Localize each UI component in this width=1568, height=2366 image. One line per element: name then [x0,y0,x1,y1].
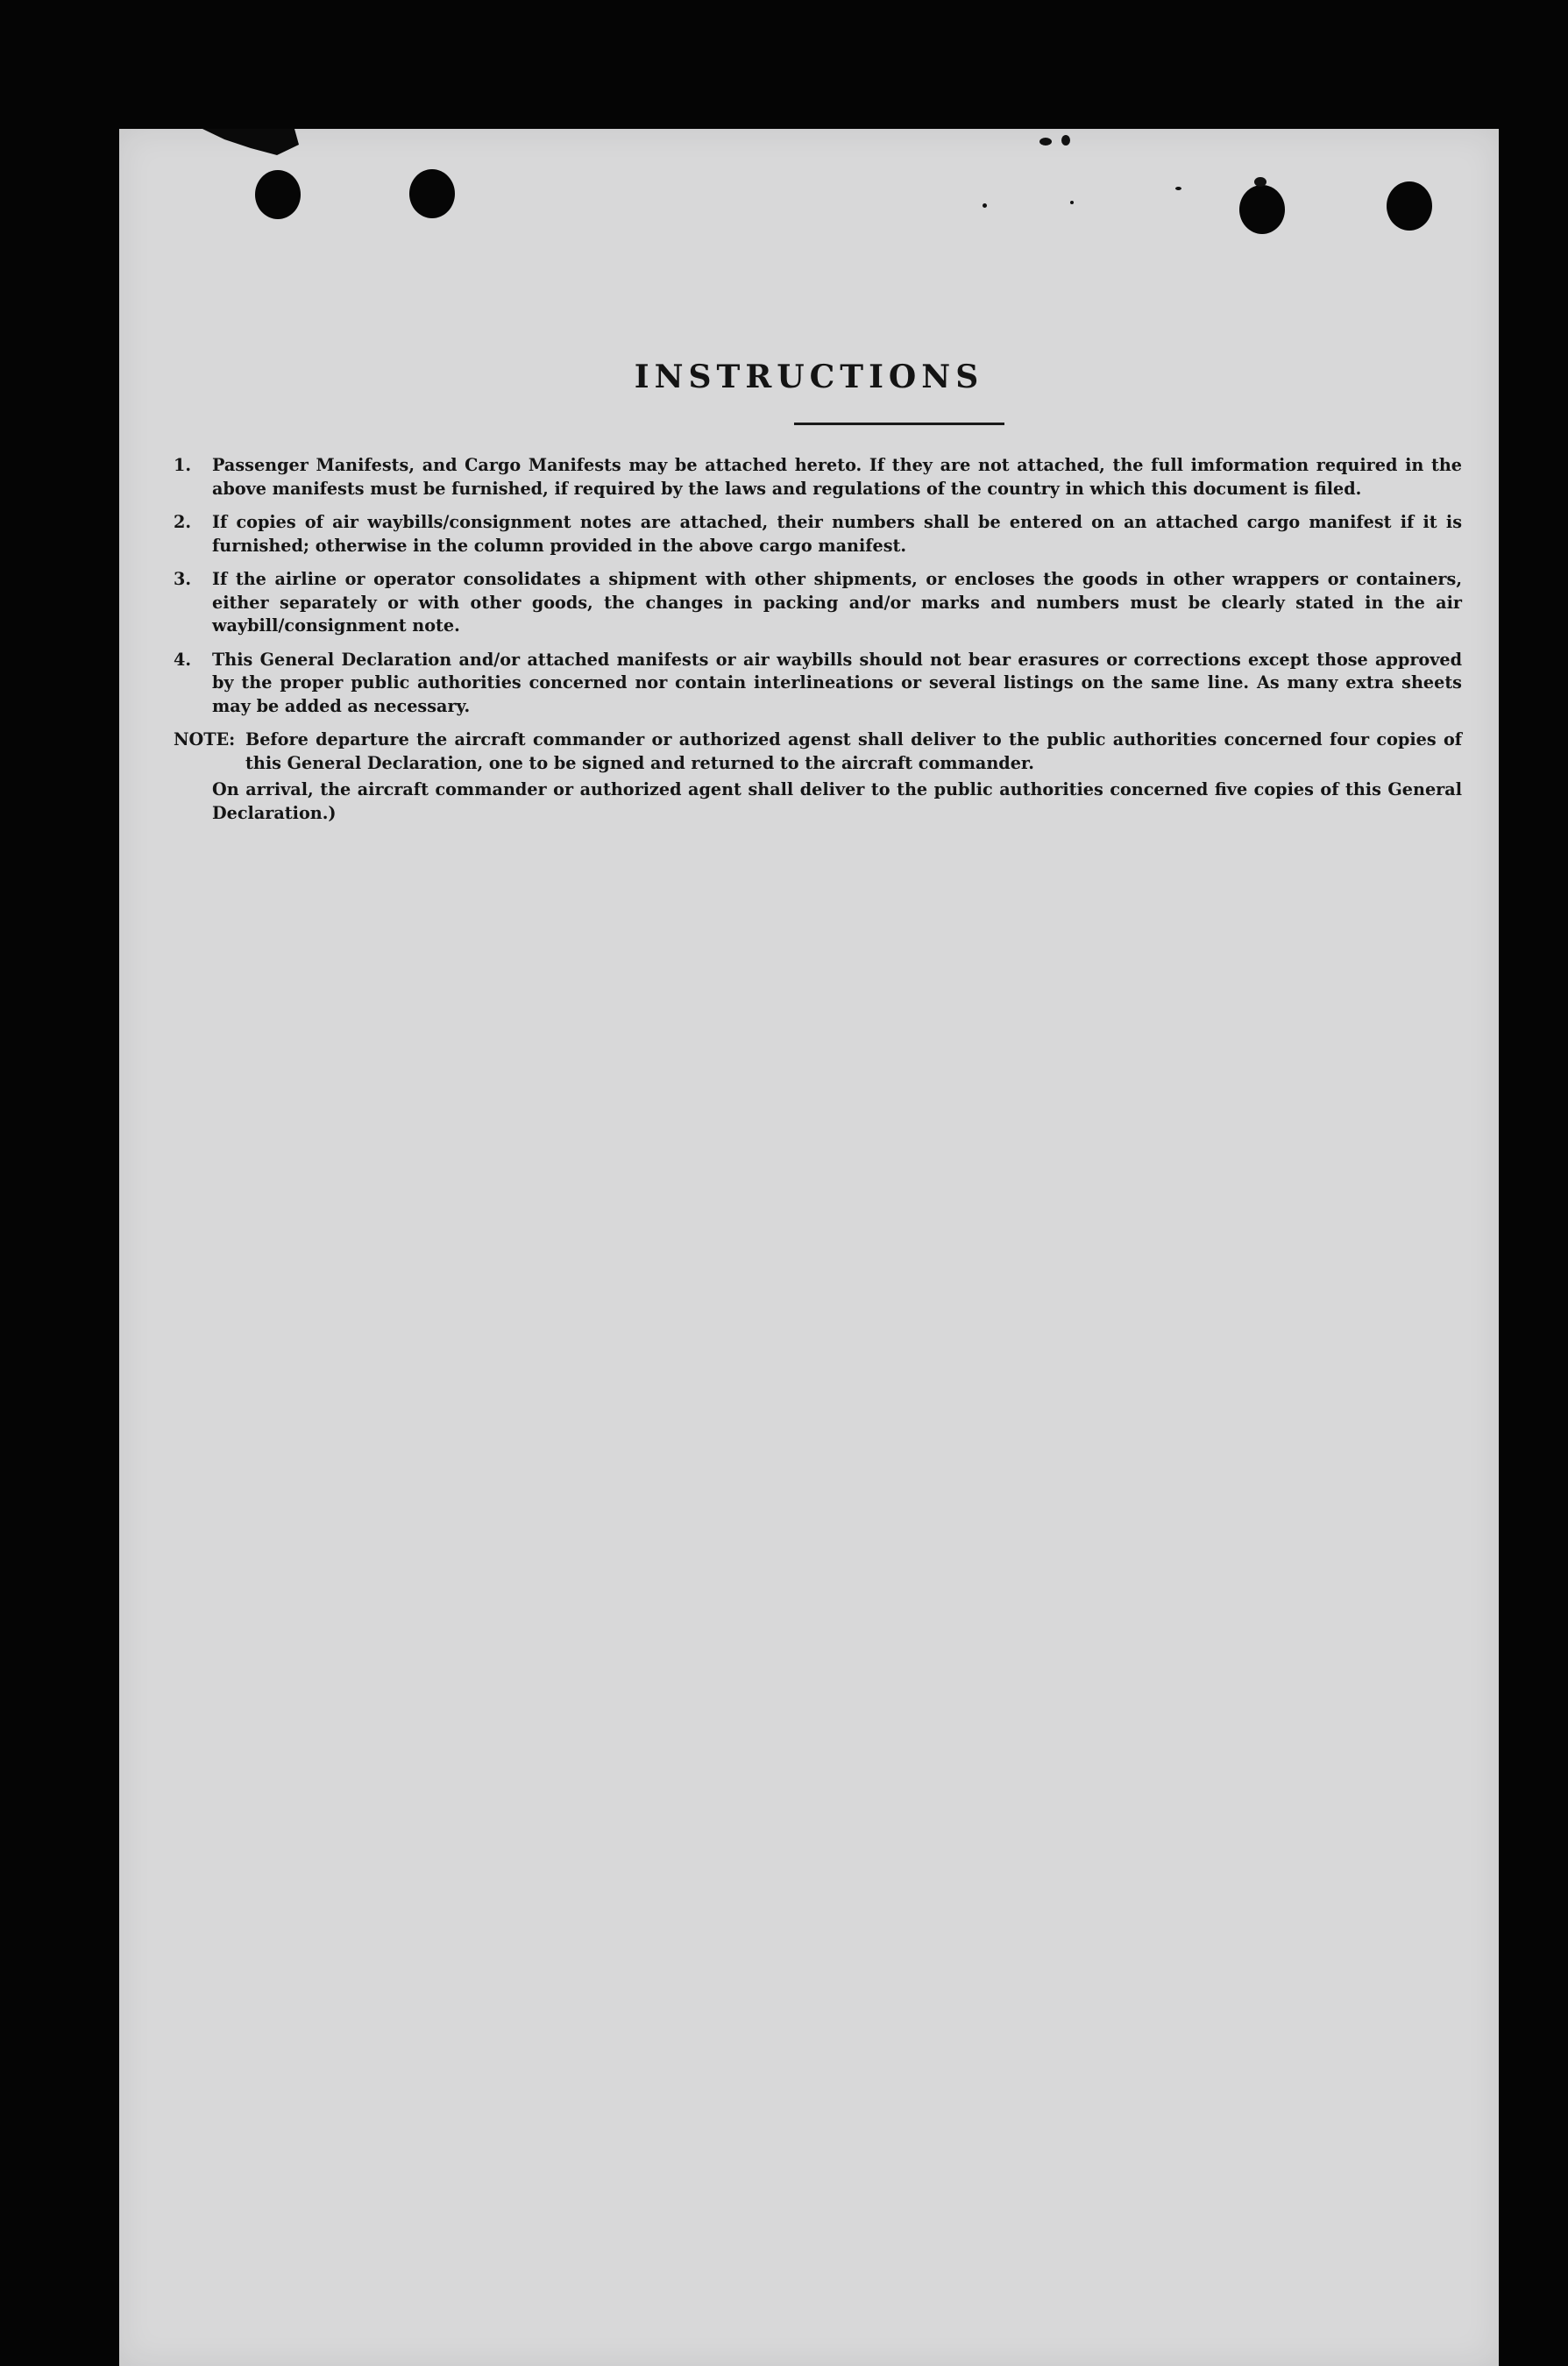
item-text: If the airline or operator consolidates a shipment with other shipments, or encloses the goods in other wrappers or containers, either separately or with other goods, the changes in packing and/or marks and numbers must be clearly stated in the air waybill/consignment note. [212,569,1462,636]
instruction-item [174,454,1462,501]
item-number: 2. [174,512,192,532]
instructions-list [174,454,1462,825]
ink-speck [1061,135,1070,146]
item-text: If copies of air waybills/consignment notes are attached, their numbers shall be entered on an attached cargo manifest if it is furnished; otherwise in the column provided in the above cargo manifest. [212,512,1462,556]
ink-speck [1039,138,1052,146]
note-label: NOTE: [174,729,236,750]
ink-speck [1175,187,1181,190]
instruction-item [174,649,1462,719]
item-text: This General Declaration and/or attached manifests or air waybills should not bear erasures or corrections except those approved by the proper public authorities concerned nor contain interlineations or several listings on the same line. As many extra sheets may be added as necessary. [212,649,1462,716]
ink-speck [983,203,987,208]
punch-hole-2 [409,169,455,218]
instruction-item [174,568,1462,638]
title-underline [794,423,1004,425]
item-number: 3. [174,569,192,589]
note-text: Before departure the aircraft commander or authorized agenst shall deliver to the public authorities concerned four copies of this General Declaration, one to be signed and returned to the aircraft commander. [245,729,1462,773]
item-number: 1. [174,455,192,475]
ink-speck [1254,177,1266,187]
item-text: Passenger Manifests, and Cargo Manifests may be attached hereto. If they are not attached, the full imformation required in the above manifests must be furnished, if required by the laws and regulations of the country in which this document is filed. [212,455,1462,499]
note-block [174,728,1462,775]
note-arrival-text: On arrival, the aircraft commander or authorized agent shall deliver to the public authorities concerned five copies of this General Declaration.) [212,779,1462,823]
punch-hole-4 [1387,181,1432,231]
torn-edge-mark [119,129,303,164]
ink-speck [1070,201,1074,204]
punch-hole-3 [1239,185,1285,234]
page-title: INSTRUCTIONS [634,359,984,395]
instruction-item [174,511,1462,558]
punch-hole-1 [255,170,301,219]
item-number: 4. [174,649,192,670]
